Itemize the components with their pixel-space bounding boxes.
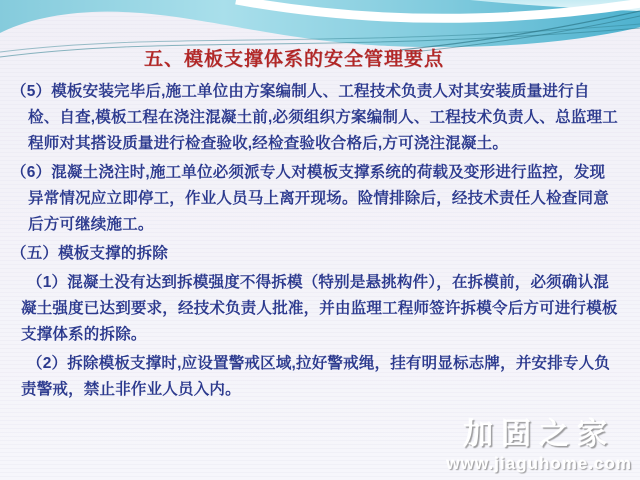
section-heading-5: （五）模板支撑的拆除 bbox=[11, 245, 169, 262]
wave-band-blue bbox=[0, 0, 640, 47]
paragraph-sub-2: （2）拆除模板支撑时,应设置警戒区域,拉好警戒绳，挂有明显标志牌，并安排专人负责警戒，禁止非作业人员入内。 bbox=[21, 355, 611, 398]
watermark bbox=[447, 409, 632, 474]
slide-body bbox=[0, 79, 640, 409]
wave-strip-pale bbox=[470, 0, 640, 11]
paragraph-sub-1: （1）混凝土没有达到拆模强度不得拆模（特别是悬挑构件），在拆模前，必须确认混凝土强度已达到要求，经技术负责人批准，并由监理工程师签许拆模令后方可进行模板支撑体系的拆除。 bbox=[21, 274, 618, 343]
wave-slash-white bbox=[236, 0, 640, 18]
watermark-brand: 加固之家 bbox=[463, 418, 616, 451]
paragraph-item-5: （5）模板安装完毕后,施工单位由方案编制人、工程技术负责人对其安装质量进行自检、自查,模板工程在浇注混凝土前,必须组织方案编制人、工程技术负责人、总监理工程师对其搭设质量进行检查验收,经检查验收合格后,方可浇注混凝土。 bbox=[11, 83, 618, 152]
watermark-url: www.jiaguhome.com bbox=[446, 454, 632, 473]
slide-title: 五、模板支撑体系的安全管理要点 bbox=[143, 49, 444, 70]
paragraph-item-6: （6）混凝土浇注时,施工单位必须派专人对模板支撑系统的荷载及变形进行监控，发现异常情况应立即停工，作业人员马上离开现场。险情排除后，经技术责任人检查同意后方可继续施工。 bbox=[11, 164, 609, 233]
